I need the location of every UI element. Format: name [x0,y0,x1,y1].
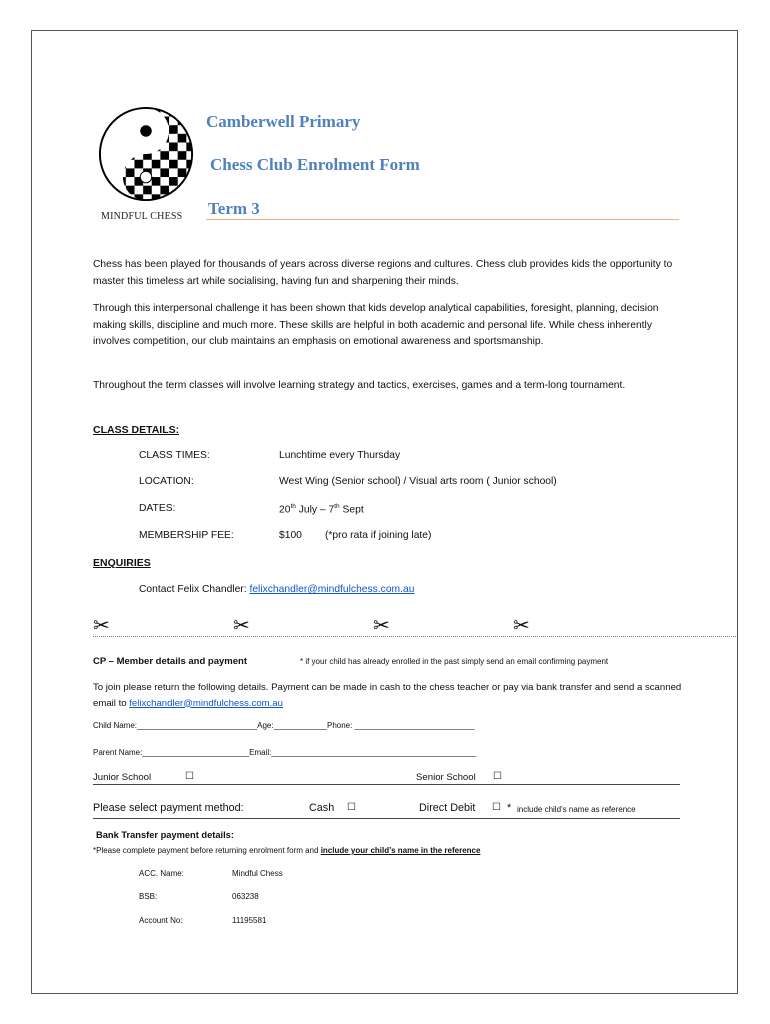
member-email-link[interactable]: felixchandler@mindfulchess.com.au [129,697,283,709]
scissors-icon: ✂ [233,615,250,637]
enquiries-title: ENQUIRIES [93,557,151,569]
membership-fee-value: $100 [279,530,302,541]
school-name: Camberwell Primary [206,112,361,131]
school-row-rule [93,784,680,785]
cash-label: Cash [309,802,335,814]
class-details-title: CLASS DETAILS: [93,424,180,436]
header-rule [206,219,679,220]
intro-paragraph-3: Throughout the term classes will involve learning strategy and tactics, exercises, games and a term-long tournament. [93,380,626,391]
reference-asterisk: * [507,802,512,814]
direct-debit-label: Direct Debit [419,802,476,814]
member-instructions: To join please return the following details. Payment can be made in cash to the chess teacher or pay via bank transfer and send a scanned email to felixchandler@mindfulchess.com.au [93,682,682,709]
bsb-label: BSB: [139,892,158,901]
dates-value: 20th July – 7th Sept [279,503,364,516]
senior-school-checkbox[interactable]: ☐ [493,771,502,782]
account-no-value: 11195581 [232,916,267,925]
acc-name-label: ACC. Name: [139,869,184,878]
enquiries-contact [139,584,414,595]
logo-caption: MINDFUL CHESS [101,211,183,222]
bank-note: *Please complete payment before returning enrolment form and include your child’s name in the reference [93,846,481,855]
enquiries-email-link[interactable]: felixchandler@mindfulchess.com.au [249,584,415,595]
member-enrolled-note: * if your child has already enrolled in the past simply send an email confirming payment [300,657,609,666]
cut-line [93,636,736,637]
junior-school-label: Junior School [93,772,152,783]
location-label: LOCATION: [139,476,194,487]
acc-name-value: Mindful Chess [232,869,283,878]
child-details-field[interactable]: Child Name:___________________________Age:____________Phone: ___________________________ [93,721,475,730]
term-label: Term 3 [208,199,260,218]
payment-row-rule [93,818,680,819]
cash-checkbox[interactable]: ☐ [347,802,356,813]
payment-method-label: Please select payment method: [93,802,244,814]
class-times-value: Lunchtime every Thursday [279,450,401,461]
parent-details-field[interactable]: Parent Name:________________________Email:______________________________________________ [93,748,477,757]
junior-school-checkbox[interactable]: ☐ [185,771,194,782]
intro-paragraph-1: Chess has been played for thousands of years across diverse regions and cultures. Chess club provides kids the opportunity to master this timeless art while socialising, having fun and sharpening their minds. [93,259,673,287]
direct-debit-checkbox[interactable]: ☐ [492,802,501,813]
contact-text: Contact Felix Chandler: [139,584,250,595]
yin-yang-chessboard-icon [98,106,194,202]
member-section-title: CP – Member details and payment [93,656,247,667]
membership-fee-label: MEMBERSHIP FEE: [139,530,234,541]
account-no-label: Account No: [139,916,183,925]
reference-note: include child’s name as reference [517,805,636,814]
scissors-icon: ✂ [93,615,110,637]
class-times-label: CLASS TIMES: [139,450,210,461]
membership-fee-note: (*pro rata if joining late) [325,530,432,541]
dates-label: DATES: [139,503,176,514]
scissors-icon: ✂ [373,615,390,637]
scissors-icon: ✂ [513,615,530,637]
location-value: West Wing (Senior school) / Visual arts room ( Junior school) [279,476,557,487]
bsb-value: 063238 [232,892,259,901]
intro-paragraph-2: Through this interpersonal challenge it has been shown that kids develop analytical capabilities, foresight, planning, decision making skills, discipline and much more. These skills are helpful in both academic and personal life. While chess inherently involves competition, our club maintains an emphasis on emotional awareness and sportsmanship. [93,303,659,347]
form-title: Chess Club Enrolment Form [210,155,420,174]
bank-title: Bank Transfer payment details: [96,830,234,840]
senior-school-label: Senior School [416,772,476,783]
